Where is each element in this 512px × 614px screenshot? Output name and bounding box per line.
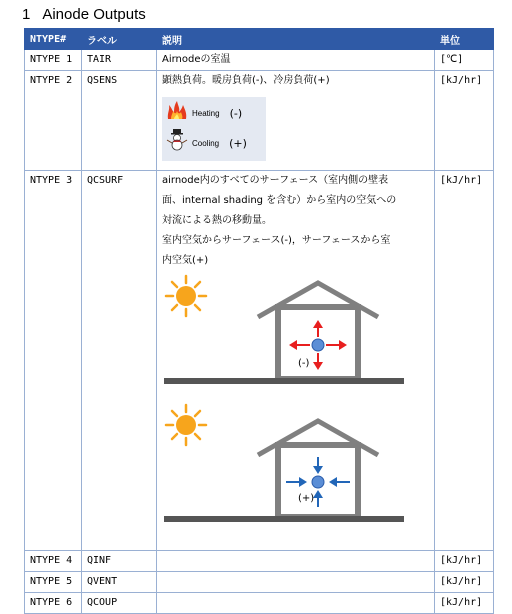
cell-label: QCOUP (82, 593, 157, 614)
cell-description (157, 71, 435, 171)
cell-label: QVENT (82, 572, 157, 593)
house-top (164, 283, 404, 381)
description-line: airnode内のすべてのサーフェース（室内側の壁表 (162, 175, 389, 186)
col-header-unit: 単位 (435, 29, 494, 50)
diagram-bottom-sign: (+) (298, 493, 315, 504)
table-row (25, 551, 494, 572)
description-line: 内空気(+) (162, 255, 209, 266)
cell-ntype: NTYPE 6 (25, 593, 82, 614)
legend-cooling (166, 131, 247, 157)
cell-unit: [kJ/hr] (435, 572, 494, 593)
snowman-icon (166, 129, 188, 159)
cell-description (157, 551, 435, 572)
cell-ntype: NTYPE 5 (25, 572, 82, 593)
air-node-dot-top (312, 339, 324, 351)
house-bottom (164, 421, 404, 519)
sun-icon-top (166, 276, 206, 316)
description-line: 対流による熱の移動量。 (162, 215, 272, 226)
fire-icon (166, 100, 188, 128)
cell-ntype: NTYPE 1 (25, 50, 82, 71)
table-row (25, 50, 494, 71)
legend-heating-sign: (-) (229, 107, 243, 120)
col-header-ntype: NTYPE# (25, 29, 82, 50)
table-row (25, 71, 494, 171)
table-header-row (25, 29, 494, 50)
diagram-top-sign: (-) (298, 358, 310, 369)
col-header-label: ラベル (82, 29, 157, 50)
section-number: 1 (22, 6, 31, 23)
legend-cooling-label: Cooling (192, 139, 220, 148)
cell-ntype: NTYPE 4 (25, 551, 82, 572)
cell-ntype: NTYPE 3 (25, 171, 82, 551)
cell-unit: [kJ/hr] (435, 171, 494, 551)
air-node-dot-bottom (312, 476, 324, 488)
section-title (22, 6, 146, 23)
cell-description (157, 593, 435, 614)
description-line: 顕熱負荷。暖房負荷(-)、冷房負荷(+) (162, 75, 330, 86)
description-line: 室内空気からサーフェース(-)，サーフェースから室 (162, 235, 391, 246)
cell-label: TAIR (82, 50, 157, 71)
cell-label: QCSURF (82, 171, 157, 551)
cell-description (157, 171, 435, 551)
section-title-text: Ainode Outputs (42, 6, 146, 23)
legend-heating (166, 101, 242, 127)
cell-ntype: NTYPE 2 (25, 71, 82, 171)
cell-description (157, 50, 435, 71)
table-row (25, 572, 494, 593)
legend-heating-label: Heating (192, 109, 220, 118)
cell-unit: [kJ/hr] (435, 551, 494, 572)
table-row (25, 593, 494, 614)
cell-label: QSENS (82, 71, 157, 171)
cell-unit: [℃] (435, 50, 494, 71)
description-line: Airnodeの室温 (162, 54, 231, 65)
col-header-description: 説明 (157, 29, 435, 50)
outputs-table (24, 28, 494, 614)
sun-icon-bottom (166, 405, 206, 445)
cell-label: QINF (82, 551, 157, 572)
description-line: 面、internal shading を含む）から室内の空気への (162, 195, 397, 206)
convection-diagram (164, 271, 404, 543)
legend-cooling-sign: (+) (229, 137, 247, 150)
cell-unit: [kJ/hr] (435, 593, 494, 614)
table-row (25, 171, 494, 551)
heating-cooling-legend (162, 97, 266, 161)
cell-description (157, 572, 435, 593)
cell-unit: [kJ/hr] (435, 71, 494, 171)
